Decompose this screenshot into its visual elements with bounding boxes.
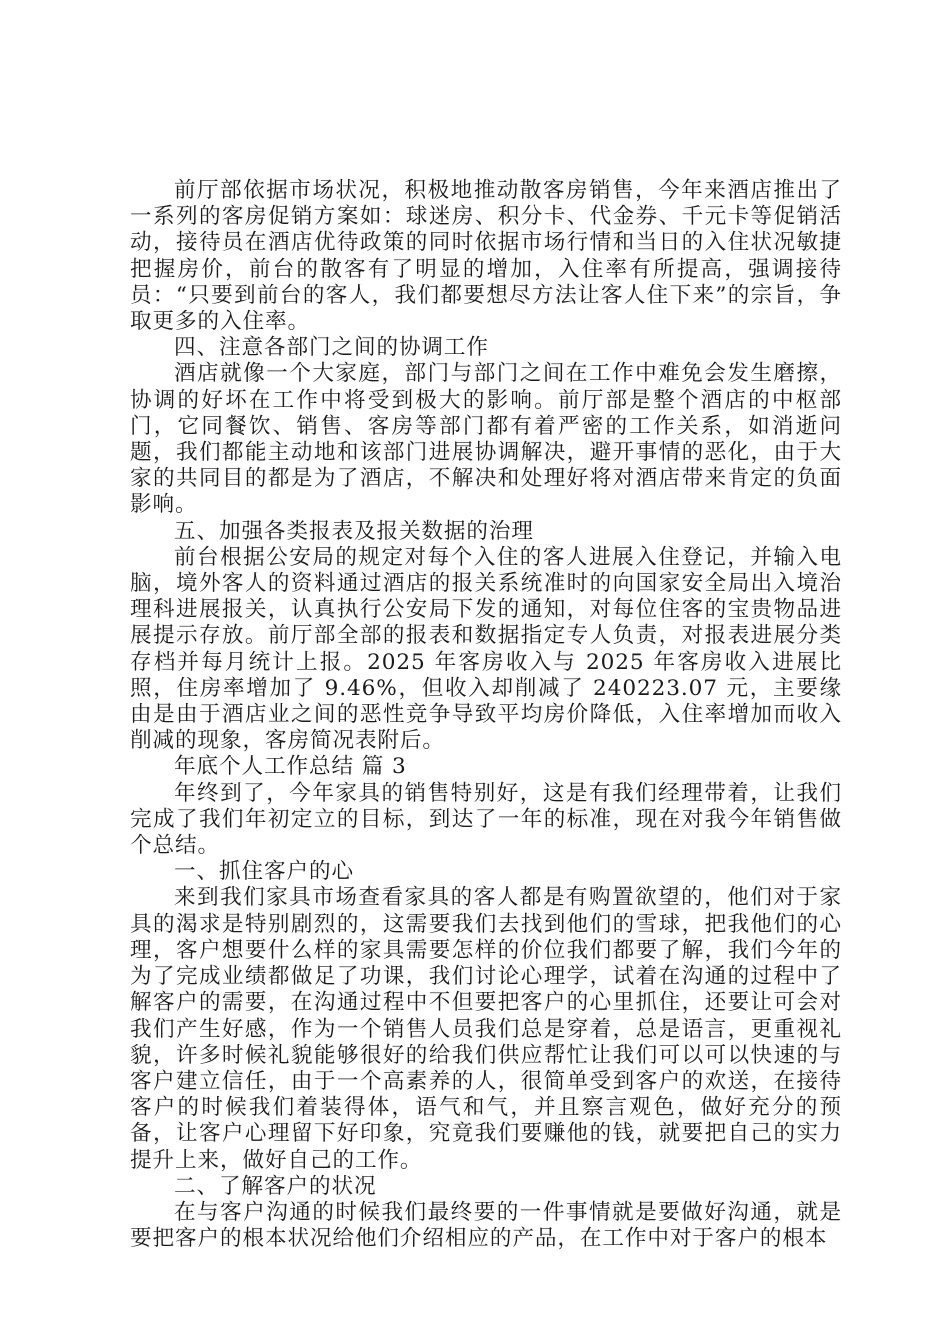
article-title-part-3: 年底个人工作总结 篇 3 — [174, 754, 407, 780]
section-heading-customer-heart: 一、抓住客户的心 — [174, 859, 354, 885]
paragraph-customer-heart: 来到我们家具市场查看家具的客人都是有购置欲望的，他们对于家具的渴求是特别剧烈的，这需要我们去找到他们的雪球，把我他们的心理，客户想要什么样的家具需要怎样的价位我们都要了解，我们今年的为了完成业绩都做足了功课，我们讨论心理学，试着在沟通的过程中了解客户的需要，在沟通过程中不但要把客户的心里抓住，还要让可会对我们产生好感，作为一个销售人员我们总是穿着，总是语言，更重视礼貌，许多时候礼貌能够很好的给我们供应帮忙让我们可以可以快速的与客户建立信任，由于一个高素养的人，很简单受到客户的欢送，在接待客户的时候我们着装得体，语气和气，并且察言观色，做好充分的预备，让客户心理留下好印象，究竟我们要赚他的钱，就要把自己的实力提升上来，做好自己的工作。 — [130, 885, 842, 1173]
section-heading-customer-situation: 二、了解客户的状况 — [174, 1173, 377, 1199]
section-heading-reports: 五、加强各类报表及报关数据的治理 — [174, 518, 534, 544]
document-body — [130, 178, 842, 1252]
paragraph-customer-situation: 在与客户沟通的时候我们最终要的一件事情就是要做好沟通，就是要把客户的根本状况给他们介绍相应的产品，在工作中对于客户的根本 — [130, 1199, 842, 1252]
paragraph-year-end-intro: 年终到了，今年家具的销售特别好，这是有我们经理带着，让我们完成了我们年初定立的目标，到达了一年的标准，现在对我今年销售做个总结。 — [130, 780, 842, 859]
paragraph-reports: 前台根据公安局的规定对每个入住的客人进展入住登记，并输入电脑，境外客人的资料通过酒店的报关系统准时的向国家安全局出入境治理科进展报关，认真执行公安局下发的通知，对每位住客的宝贵物品进展提示存放。前厅部全部的报表和数据指定专人负责，对报表进展分类存档并每月统计上报。2025 年客房收入与 2025 年客房收入进展比照，住房率增加了 9.46%，但收入却削减了 240223.07 元，主要缘由是由于酒店业之间的恶性竞争导致平均房价降低，入住率增加而收入削减的现象，客房简况表附后。 — [130, 544, 842, 754]
paragraph-coordination: 酒店就像一个大家庭，部门与部门之间在工作中难免会发生磨擦，协调的好坏在工作中将受到极大的影响。前厅部是整个酒店的中枢部门，它同餐饮、销售、客房等部门都有着严密的工作关系，如消逝问题，我们都能主动地和该部门进展协调解决，避开事情的恶化，由于大家的共同目的都是为了酒店，不解决和处理好将对酒店带来肯定的负面影响。 — [130, 361, 842, 518]
section-heading-coordination: 四、注意各部门之间的协调工作 — [174, 335, 489, 361]
paragraph-front-desk-sales: 前厅部依据市场状况，积极地推动散客房销售，今年来酒店推出了一系列的客房促销方案如：球迷房、积分卡、代金券、千元卡等促销活动，接待员在酒店优待政策的同时依据市场行情和当日的入住状况敏捷把握房价，前台的散客有了明显的增加，入住率有所提高，强调接待员：“只要到前台的客人，我们都要想尽方法让客人住下来”的宗旨，争取更多的入住率。 — [130, 178, 842, 335]
